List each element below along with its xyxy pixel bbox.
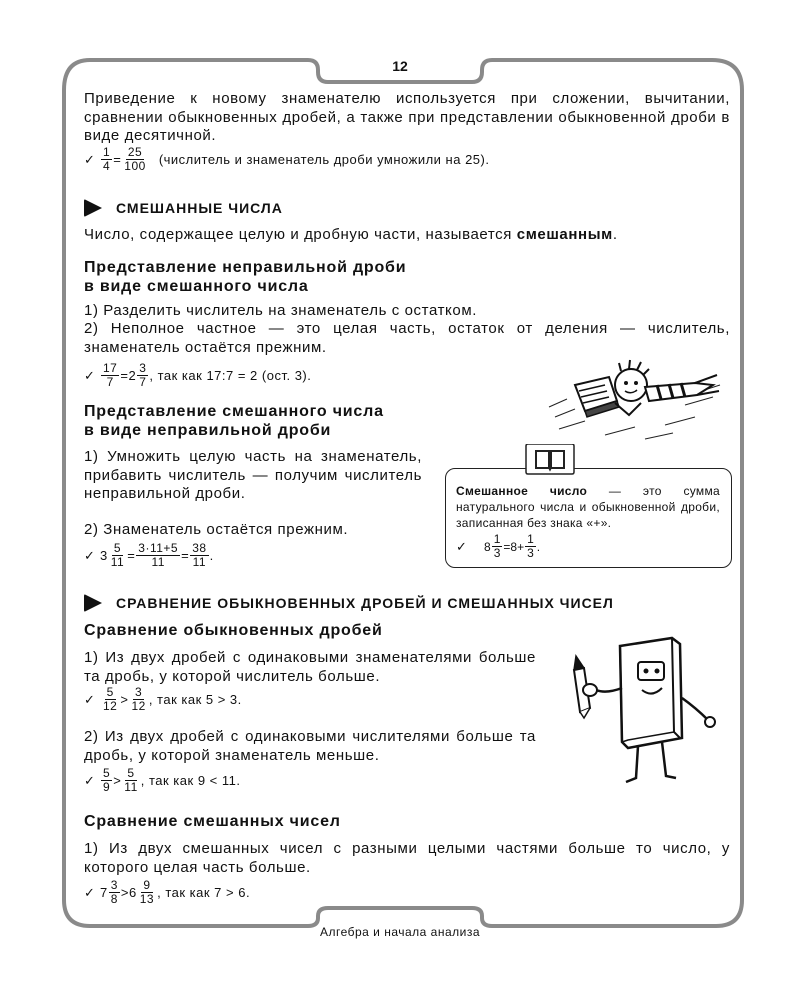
example-note: .: [536, 539, 541, 554]
open-book-icon: [520, 444, 580, 478]
example-note: , так как 7 > 6.: [157, 885, 251, 900]
step-2: 2) Знаменатель остаётся прежним.: [84, 521, 349, 538]
fraction: $\frac{38}{11}$: [192, 541, 207, 569]
rule-1: 1) Из двух смешанных чисел с разными целыми частями больше то число, у которого целая часть больше.: [84, 840, 730, 876]
rule-2: 2) Из двух дробей с одинаковыми числителями больше та дробь, у которой знаменатель меньше.: [84, 728, 536, 764]
example-compare-mixed: [84, 879, 250, 906]
equals-sign: =: [113, 152, 122, 167]
example-note: , так как 9 < 11.: [140, 773, 241, 788]
comparison-sign: >: [120, 692, 129, 707]
example-note: , так как 17:7 = 2 (ост. 3).: [149, 368, 312, 383]
fraction: $\frac{17}{7}$: [103, 361, 118, 389]
fraction: $\frac{5}{11}$: [110, 541, 125, 569]
example-compare-1: [84, 686, 242, 713]
whole-part: 2: [128, 368, 137, 383]
triangle-bullet-icon: [84, 199, 102, 217]
subheading-compare-mixed: Сравнение смешанных чисел: [84, 813, 341, 830]
fraction: $\frac{9}{13}$: [139, 878, 155, 906]
step-1: 1) Умножить целую часть на знаменатель, прибавить числитель — получим числитель неправильной дроби.: [84, 448, 422, 502]
fraction: $\frac{1}{3}$: [527, 532, 534, 560]
book-character-illustration: [562, 628, 732, 786]
equals-sign: =: [120, 368, 129, 383]
example-compare-2: [84, 767, 240, 794]
whole-part: 7: [100, 885, 108, 900]
infobox-example: [456, 533, 540, 560]
fraction: $\frac{3}{7}$: [139, 361, 147, 389]
whole-part: 6: [129, 885, 137, 900]
fraction: $\frac{3\cdot 11+5}{11}$: [138, 541, 179, 569]
footer-title: Алгебра и начала анализа: [319, 925, 481, 939]
check-icon: ✓: [84, 367, 96, 383]
example-sum: 8+: [510, 539, 525, 554]
comparison-sign: >: [113, 773, 122, 788]
equals-sign: =: [503, 539, 511, 554]
fraction: $\frac{3}{8}$: [110, 878, 118, 906]
infobox-text: Смешанное число — это сумма натурального числа и обыкновенной дроби, записанная без знака «+».: [456, 484, 720, 530]
check-icon: ✓: [84, 547, 96, 563]
whole-part: 3: [100, 548, 108, 563]
rule-1: 1) Из двух дробей с одинаковыми знаменателями больше та дробь, у которой числитель больше.: [84, 649, 536, 685]
triangle-bullet-icon: [84, 594, 102, 612]
definition-infobox: [445, 468, 732, 568]
fraction: $\frac{1}{4}$: [103, 145, 111, 173]
check-icon: ✓: [84, 884, 96, 900]
fraction: $\frac{1}{3}$: [493, 532, 501, 560]
fraction: $\frac{3}{12}$: [131, 685, 146, 713]
check-icon: ✓: [84, 151, 96, 167]
comparison-sign: >: [120, 885, 130, 900]
fraction: $\frac{5}{12}$: [103, 685, 118, 713]
subheading-improper-to-mixed: Представление неправильной дроби в виде смешанного числа: [84, 259, 407, 295]
section-title-comparison: СРАВНЕНИЕ ОБЫКНОВЕННЫХ ДРОБЕЙ И СМЕШАННЫХ ЧИСЕЛ: [84, 594, 614, 612]
check-icon: ✓: [84, 691, 96, 707]
step-2: 2) Неполное частное — это целая часть, остаток от деления — числитель, знаменатель остаётся прежним.: [84, 320, 730, 356]
subheading-compare-fractions: Сравнение обыкновенных дробей: [84, 622, 383, 639]
step-1: 1) Разделить числитель на знаменатель с остатком.: [84, 302, 477, 319]
page-number: 12: [392, 58, 408, 74]
example-improper-to-mixed: [84, 362, 311, 389]
whole-part: 8: [484, 539, 491, 554]
check-icon: ✓: [456, 538, 467, 554]
equals-sign: =: [127, 548, 136, 563]
intro-paragraph: Приведение к новому знаменателю используется при сложении, вычитании, сравнении обыкновенных дробей, а также при представлении обыкновенной дроби в виде десятичной.: [84, 90, 730, 144]
example-mixed-to-improper: [84, 542, 214, 569]
equals-sign: =: [181, 548, 190, 563]
check-icon: ✓: [84, 772, 96, 788]
example-note: (числитель и знаменатель дроби умножили на 25).: [158, 152, 490, 167]
section-title-mixed-numbers: СМЕШАННЫЕ ЧИСЛА: [84, 199, 283, 217]
example-note: .: [209, 548, 214, 563]
example-note: , так как 5 > 3.: [148, 692, 242, 707]
subheading-mixed-to-improper: Представление смешанного числа в виде неправильной дроби: [84, 403, 384, 439]
definition-paragraph: Число, содержащее целую и дробную части, называется смешанным.: [84, 226, 618, 243]
fraction: $\frac{5}{11}$: [124, 766, 138, 794]
intro-example: [84, 146, 489, 173]
reading-kid-illustration: [545, 355, 725, 445]
fraction: $\frac{5}{9}$: [103, 766, 111, 794]
fraction: $\frac{25}{100}$: [124, 145, 146, 173]
